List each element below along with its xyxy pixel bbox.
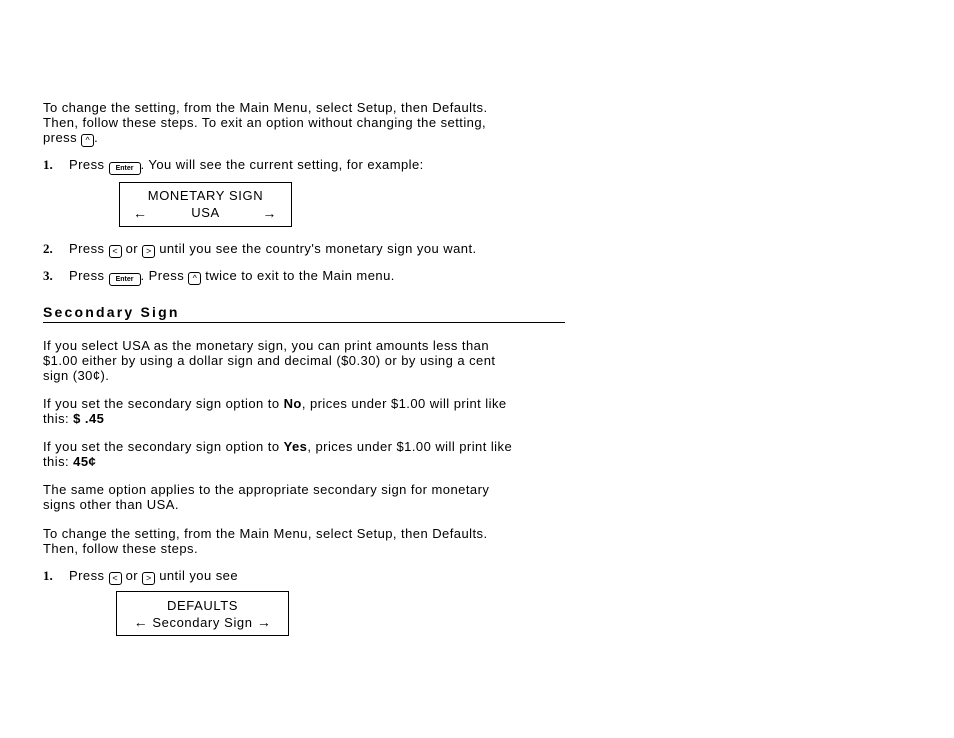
left-key-icon: < bbox=[109, 245, 122, 258]
step-1: 1. Press Enter . You will see the current setting, for example: bbox=[43, 157, 424, 175]
monetary-sign-display bbox=[119, 182, 292, 227]
right-arrow-icon: → bbox=[256, 614, 272, 630]
intro-line-3: press ^ . bbox=[43, 130, 99, 145]
display-title: MONETARY SIGN bbox=[147, 188, 264, 203]
step-number: 1. bbox=[43, 157, 53, 172]
step-b-1: 1. Press < or > until you see bbox=[43, 568, 239, 583]
defaults-display bbox=[116, 591, 289, 636]
display-value: Secondary Sign bbox=[152, 615, 253, 630]
same-option-paragraph: The same option applies to the appropriate secondary sign for monetary signs other than USA. bbox=[43, 482, 490, 512]
up-key-icon: ^ bbox=[188, 272, 201, 285]
left-arrow-icon: ← bbox=[133, 205, 148, 221]
yes-option-paragraph: If you set the secondary sign option to Yes, prices under $1.00 will print like this: 45¢ bbox=[43, 439, 513, 469]
left-key-icon: < bbox=[109, 572, 122, 585]
yes-option-label: Yes bbox=[283, 439, 308, 454]
right-key-icon: > bbox=[142, 572, 155, 585]
no-option-label: No bbox=[283, 396, 302, 411]
step-number: 2. bbox=[43, 241, 53, 256]
step-2: 2. Press < or > until you see the country's monetary sign you want. bbox=[43, 241, 477, 256]
left-arrow-icon: ← bbox=[133, 614, 149, 630]
display-title: DEFAULTS bbox=[166, 598, 239, 613]
intro-line-2: Then, follow these steps. To exit an option without changing the setting, bbox=[43, 115, 487, 130]
no-option-paragraph: If you set the secondary sign option to No, prices under $1.00 will print like this: $ .45 bbox=[43, 396, 507, 426]
right-key-icon: > bbox=[142, 245, 155, 258]
step-number: 1. bbox=[43, 568, 53, 583]
no-option-example: $ .45 bbox=[73, 411, 105, 426]
intro-line-1: To change the setting, from the Main Menu, select Setup, then Defaults. bbox=[43, 100, 488, 115]
step-3: 3. Press Enter . Press ^ twice to exit to the Main menu. bbox=[43, 268, 395, 286]
display-value-row bbox=[117, 614, 288, 630]
up-key-icon: ^ bbox=[81, 134, 94, 147]
enter-key-icon: Enter bbox=[109, 162, 141, 175]
section-heading: Secondary Sign bbox=[43, 304, 565, 323]
right-arrow-icon: → bbox=[262, 205, 277, 221]
step-number: 3. bbox=[43, 268, 53, 283]
usa-paragraph: If you select USA as the monetary sign, you can print amounts less than $1.00 either by using a dollar sign and decimal ($0.30) or by using a cent sign (30¢). bbox=[43, 338, 496, 383]
display-value: USA bbox=[191, 205, 220, 220]
yes-option-example: 45¢ bbox=[73, 454, 97, 469]
enter-key-icon: Enter bbox=[109, 273, 141, 286]
change-setting-paragraph: To change the setting, from the Main Menu, select Setup, then Defaults. Then, follow these steps. bbox=[43, 526, 488, 556]
intro-paragraph bbox=[43, 100, 573, 147]
